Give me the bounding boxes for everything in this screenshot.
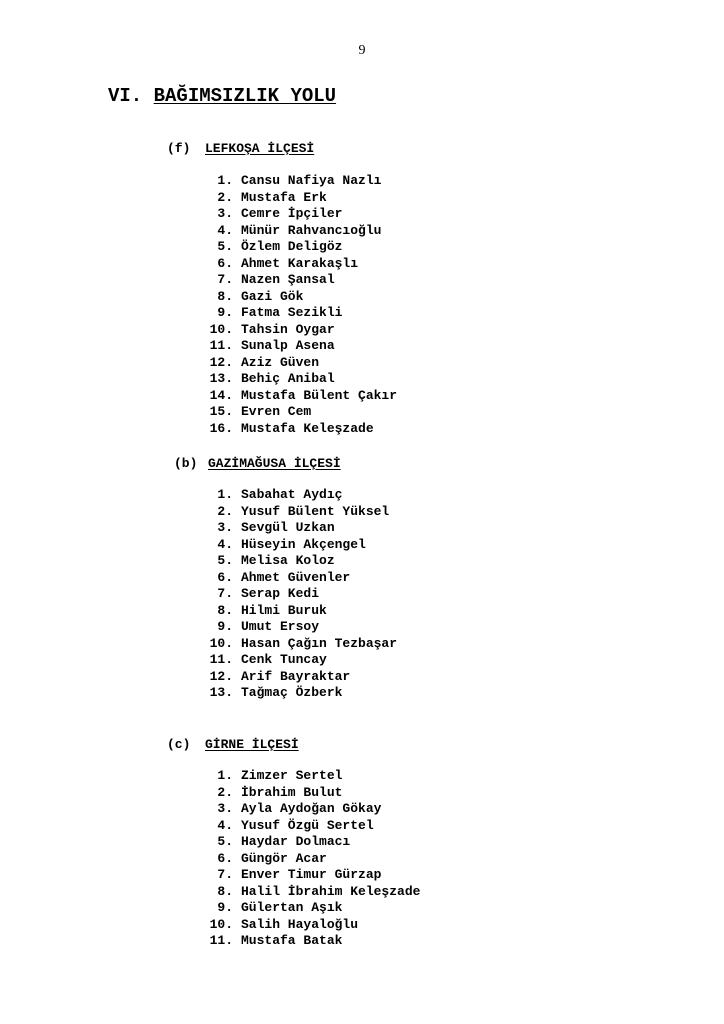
- section-title: GAZİMAĞUSA İLÇESİ: [208, 456, 341, 471]
- list-item-name: Cemre İpçiler: [241, 206, 343, 221]
- list-item-name: Cenk Tuncay: [241, 652, 327, 667]
- list-item: [197, 884, 420, 901]
- section-title: GİRNE İLÇESİ: [205, 737, 299, 752]
- list-item-name: Nazen Şansal: [241, 272, 335, 287]
- list-item: [197, 520, 397, 537]
- list-item: [197, 685, 397, 702]
- member-list-lefkosa: [197, 173, 397, 437]
- list-item: [197, 223, 397, 240]
- list-item: [197, 272, 397, 289]
- section-label: (f): [167, 141, 191, 156]
- list-item-number: 5.: [217, 239, 233, 254]
- list-item: [197, 785, 420, 802]
- list-item-name: İbrahim Bulut: [241, 784, 343, 800]
- list-item-name: Ahmet Güvenler: [241, 569, 351, 585]
- list-item-number: 9.: [217, 900, 233, 915]
- list-item: [197, 305, 397, 322]
- list-item: [197, 834, 420, 851]
- list-item-number: 11.: [209, 933, 233, 948]
- list-item: [197, 636, 397, 653]
- list-item-number: 6.: [217, 569, 233, 585]
- list-item-number: 7.: [217, 867, 233, 882]
- list-item-name: Güngör Acar: [241, 850, 327, 866]
- list-item-number: 5.: [217, 553, 233, 568]
- list-item-number: 8.: [217, 883, 233, 899]
- list-item: [197, 851, 420, 868]
- list-item-number: 10.: [209, 916, 233, 932]
- list-item-number: 1.: [217, 487, 233, 502]
- list-item-name: Ayla Aydoğan Gökay: [241, 801, 382, 816]
- list-item-name: Behiç Anibal: [241, 371, 335, 386]
- list-item-name: Mustafa Bülent Çakır: [241, 387, 398, 403]
- list-item-name: Özlem Deligöz: [241, 239, 343, 254]
- list-item-name: Serap Kedi: [241, 586, 320, 601]
- list-item-number: 13.: [209, 685, 233, 700]
- list-item-name: Zimzer Sertel: [241, 768, 343, 783]
- list-item: [197, 289, 397, 306]
- list-item-number: 9.: [217, 619, 233, 634]
- list-item-number: 3.: [217, 520, 233, 535]
- section-title: LEFKOŞA İLÇESİ: [205, 141, 315, 156]
- list-item-number: 7.: [217, 272, 233, 287]
- list-item-number: 5.: [217, 834, 233, 849]
- list-item: [197, 537, 397, 554]
- section-label: (b): [174, 456, 198, 471]
- list-item: [197, 206, 397, 223]
- section-heading-gazimagusa: [174, 456, 341, 471]
- list-item-name: Gazi Gök: [241, 288, 304, 304]
- list-item: [197, 586, 397, 603]
- list-item-number: 10.: [209, 635, 233, 651]
- list-item-name: Yusuf Özgü Sertel: [241, 817, 374, 833]
- list-item: [197, 900, 420, 917]
- list-item: [197, 190, 397, 207]
- list-item: [197, 917, 420, 934]
- list-item-number: 6.: [217, 255, 233, 271]
- list-item-number: 10.: [209, 321, 233, 337]
- list-item-name: Halil İbrahim Keleşzade: [241, 883, 421, 899]
- list-item: [197, 371, 397, 388]
- list-item-name: Umut Ersoy: [241, 619, 320, 634]
- list-item: [197, 669, 397, 686]
- list-item-name: Enver Timur Gürzap: [241, 867, 382, 882]
- list-item-number: 2.: [217, 503, 233, 519]
- list-item-number: 16.: [209, 420, 233, 436]
- list-item: [197, 404, 397, 421]
- list-item-number: 4.: [217, 817, 233, 833]
- list-item-name: Hilmi Buruk: [241, 602, 327, 618]
- list-item: [197, 603, 397, 620]
- list-item-number: 14.: [209, 387, 233, 403]
- list-item-name: Sabahat Aydıç: [241, 487, 343, 502]
- list-item-number: 4.: [217, 536, 233, 552]
- member-list-gazimagusa: [197, 487, 397, 702]
- list-item-name: Sevgül Uzkan: [241, 520, 335, 535]
- list-item-name: Salih Hayaloğlu: [241, 916, 359, 932]
- list-item-name: Mustafa Keleşzade: [241, 420, 374, 436]
- list-item: [197, 504, 397, 521]
- list-item-name: Arif Bayraktar: [241, 668, 351, 684]
- list-item: [197, 239, 397, 256]
- page-title-text: BAĞIMSIZLIK YOLU: [153, 85, 337, 107]
- page-title-roman: VI.: [108, 85, 143, 107]
- list-item-name: Mustafa Batak: [241, 933, 343, 948]
- list-item-number: 4.: [217, 222, 233, 238]
- list-item-number: 12.: [209, 668, 233, 684]
- list-item-name: Haydar Dolmacı: [241, 834, 351, 849]
- list-item-number: 15.: [209, 404, 233, 419]
- list-item: [197, 768, 420, 785]
- list-item: [197, 933, 420, 950]
- page-title: [108, 85, 336, 107]
- list-item: [197, 570, 397, 587]
- list-item: [197, 338, 397, 355]
- list-item-number: 1.: [217, 173, 233, 188]
- section-heading-girne: [167, 737, 299, 752]
- section-label: (c): [167, 737, 191, 752]
- list-item: [197, 652, 397, 669]
- list-item-name: Yusuf Bülent Yüksel: [241, 503, 390, 519]
- list-item-name: Ahmet Karakaşlı: [241, 255, 359, 271]
- list-item-name: Hasan Çağın Tezbaşar: [241, 635, 398, 651]
- list-item-name: Tağmaç Özberk: [241, 685, 343, 700]
- member-list-girne: [197, 768, 420, 950]
- list-item-number: 12.: [209, 354, 233, 370]
- list-item-number: 8.: [217, 602, 233, 618]
- list-item-number: 1.: [217, 768, 233, 783]
- section-heading-lefkosa: [167, 141, 314, 156]
- list-item: [197, 867, 420, 884]
- list-item: [197, 818, 420, 835]
- list-item: [197, 421, 397, 438]
- list-item-name: Gülertan Aşık: [241, 900, 343, 915]
- list-item-number: 3.: [217, 206, 233, 221]
- page-number: 9: [358, 43, 366, 58]
- list-item: [197, 173, 397, 190]
- list-item-name: Fatma Sezikli: [241, 305, 343, 320]
- list-item-name: Aziz Güven: [241, 354, 320, 370]
- list-item-name: Mustafa Erk: [241, 189, 327, 205]
- list-item-number: 11.: [209, 338, 233, 353]
- list-item-number: 7.: [217, 586, 233, 601]
- list-item-name: Melisa Koloz: [241, 553, 335, 568]
- list-item-name: Hüseyin Akçengel: [241, 536, 366, 552]
- list-item: [197, 322, 397, 339]
- list-item-name: Tahsin Oygar: [241, 321, 335, 337]
- list-item-number: 11.: [209, 652, 233, 667]
- list-item: [197, 553, 397, 570]
- list-item-name: Sunalp Asena: [241, 338, 335, 353]
- list-item: [197, 256, 397, 273]
- list-item-number: 2.: [217, 189, 233, 205]
- list-item: [197, 355, 397, 372]
- list-item-name: Evren Cem: [241, 404, 312, 419]
- list-item: [197, 487, 397, 504]
- list-item-name: Cansu Nafiya Nazlı: [241, 173, 382, 188]
- list-item-number: 2.: [217, 784, 233, 800]
- list-item: [197, 801, 420, 818]
- list-item-number: 8.: [217, 288, 233, 304]
- list-item-number: 6.: [217, 850, 233, 866]
- list-item-number: 3.: [217, 801, 233, 816]
- list-item-number: 9.: [217, 305, 233, 320]
- list-item: [197, 388, 397, 405]
- list-item-number: 13.: [209, 371, 233, 386]
- list-item: [197, 619, 397, 636]
- list-item-name: Münür Rahvancıoğlu: [241, 222, 382, 238]
